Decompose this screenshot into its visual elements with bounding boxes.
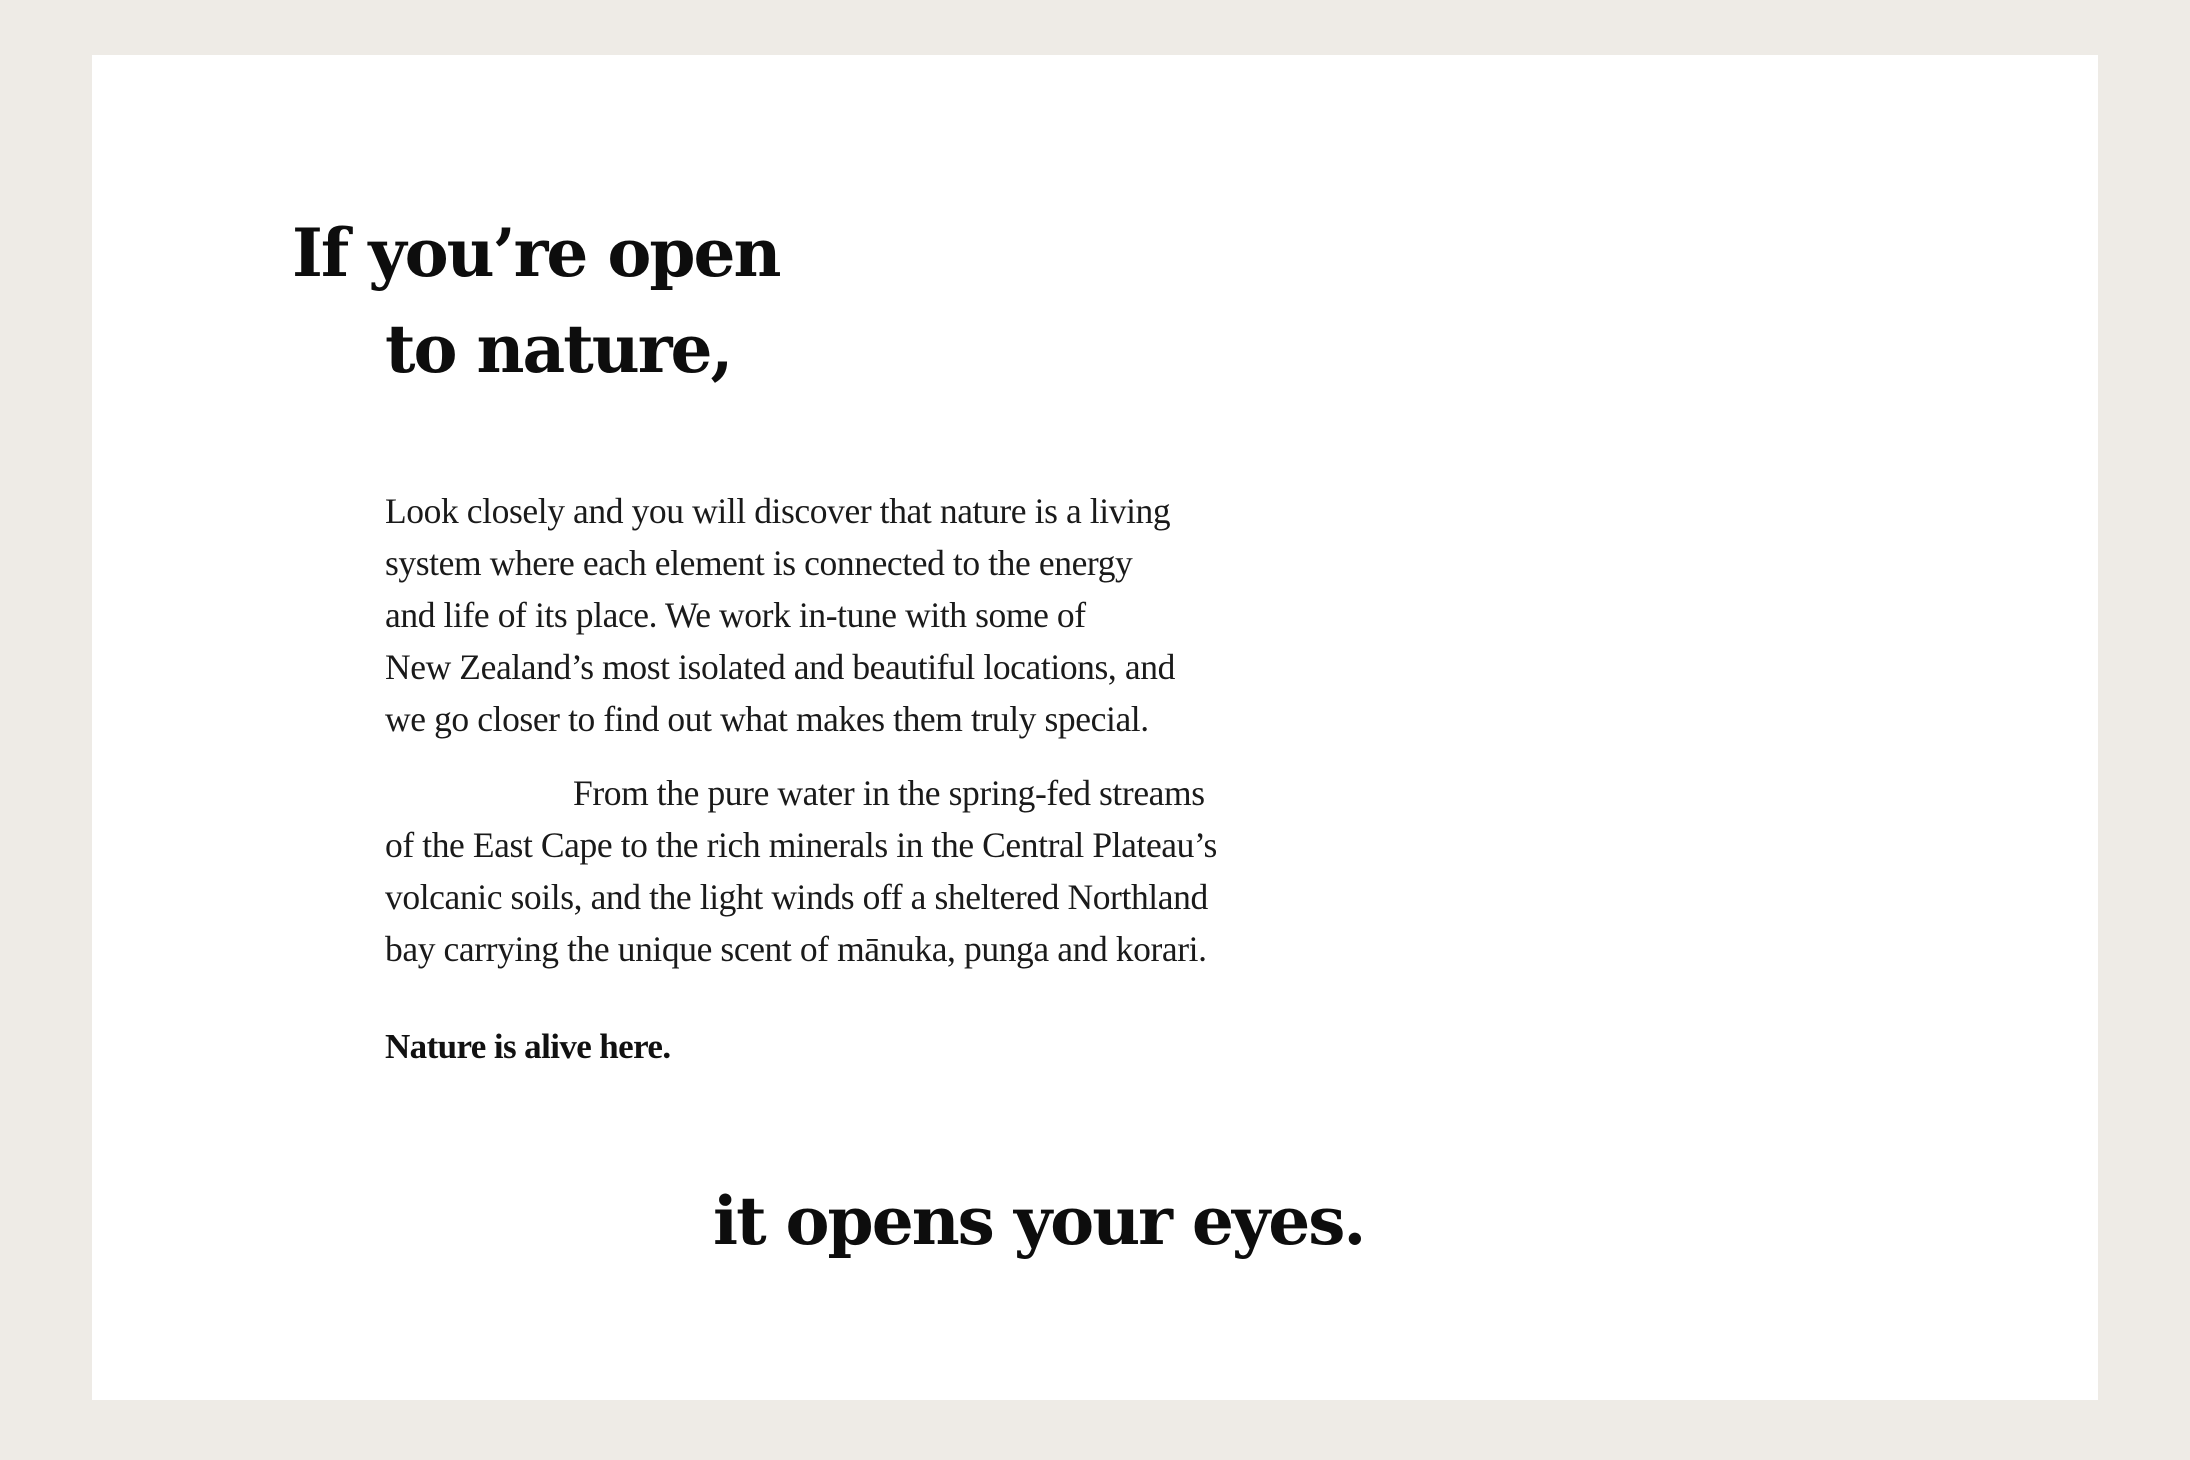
paragraph-1-line: system where each element is connected to the energy [385,543,1133,583]
heading-line-1: If you’re open [292,214,780,292]
closing-heading: it opens your eyes. [713,1182,1365,1260]
paragraph-2-line: of the East Cape to the rich minerals in the Central Plateau’s [385,825,1217,865]
heading-line-2: to nature, [385,310,732,388]
paragraph-2-line: volcanic soils, and the light winds off a sheltered Northland [385,877,1208,917]
paragraph-1-line: New Zealand’s most isolated and beautiful locations, and [385,647,1175,687]
paragraph-1-line: and life of its place. We work in-tune with some of [385,595,1086,635]
body-copy [385,485,1345,975]
paragraph-2-line: bay carrying the unique scent of mānuka, punga and korari. [385,929,1207,969]
paragraph-2 [385,767,1345,975]
paragraph-2-line: From the pure water in the spring-fed streams [573,773,1205,813]
paragraph-1-line: we go closer to find out what makes them truly special. [385,699,1149,739]
paragraph-1 [385,485,1345,745]
tagline: Nature is alive here. [385,1027,671,1066]
paragraph-1-line: Look closely and you will discover that nature is a living [385,491,1171,531]
